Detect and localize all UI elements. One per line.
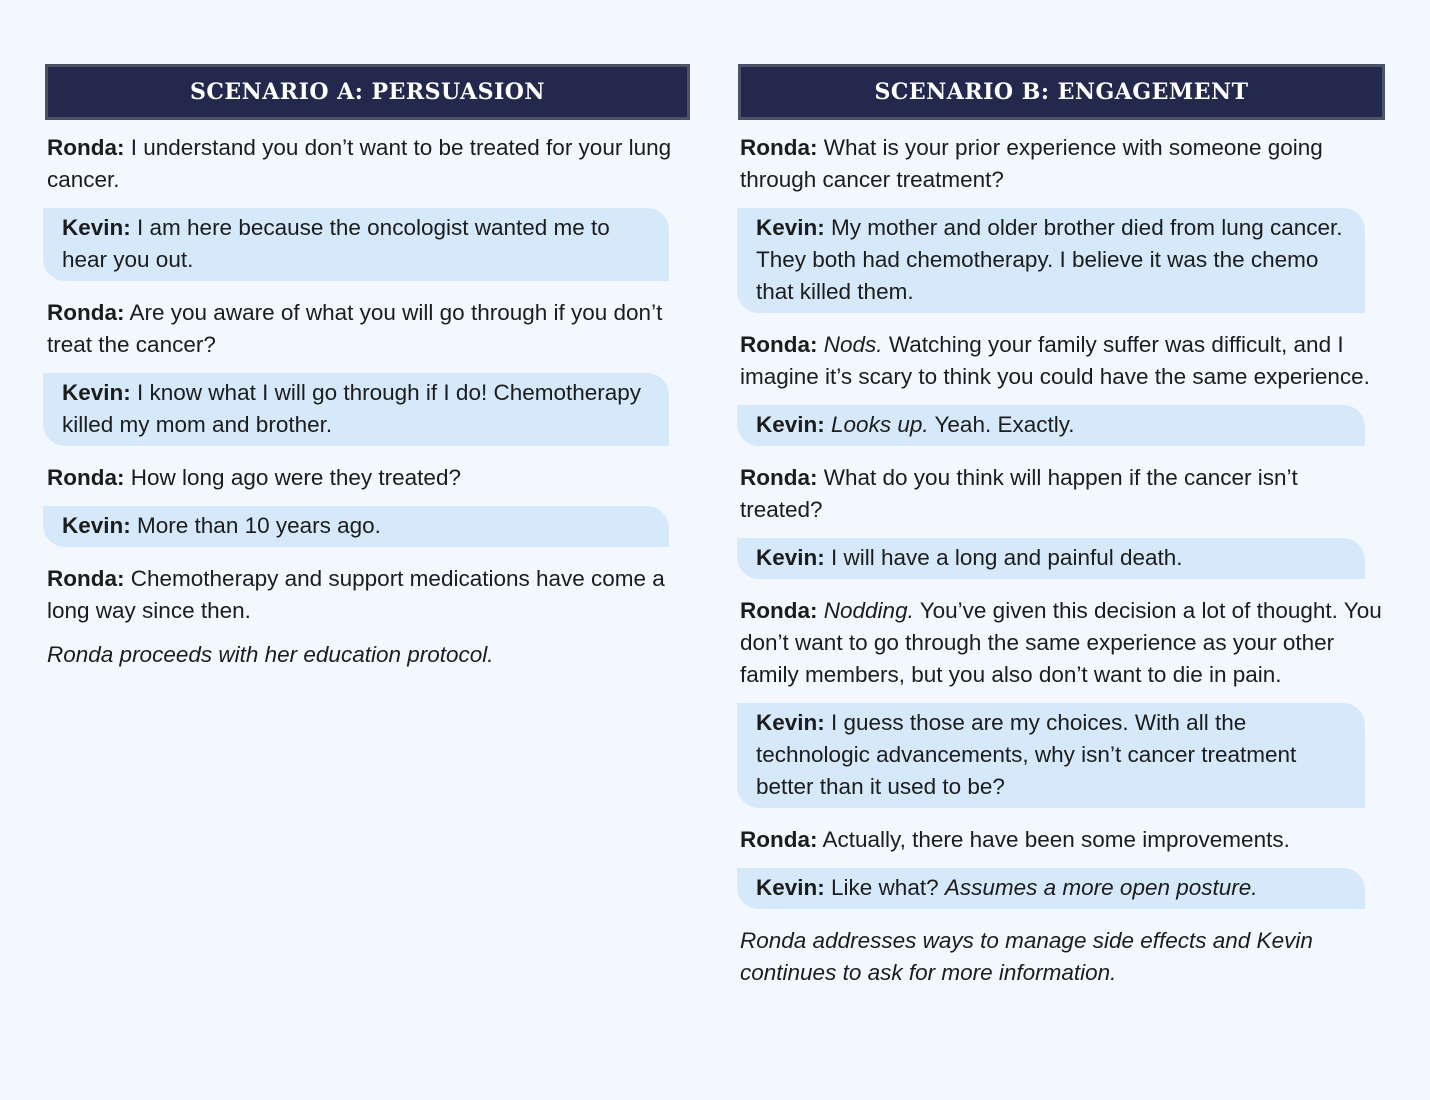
dialogue-line-ronda: [738, 824, 1385, 856]
dialogue-text: I will have a long and painful death.: [831, 545, 1183, 570]
speaker-label: Ronda:: [47, 300, 125, 325]
dialogue-text: I am here because the oncologist wanted me to hear you out.: [62, 215, 610, 272]
dialogue-line-ronda: [738, 595, 1385, 691]
dialogue-line-kevin: [737, 405, 1365, 446]
dialogue-line-ronda: [738, 462, 1385, 526]
dialogue-line-kevin: [737, 208, 1365, 313]
speaker-label: Kevin:: [756, 875, 825, 900]
dialogue-text: I guess those are my choices. With all the technologic advancements, why isn’t cancer treatment better than it used to be?: [756, 710, 1297, 799]
speaker-label: Kevin:: [62, 215, 131, 240]
dialogue-line-ronda: [45, 462, 690, 494]
dialogue-line-kevin: [43, 373, 669, 446]
speaker-label: Kevin:: [756, 710, 825, 735]
dialogue-text: I understand you don’t want to be treated for your lung cancer.: [47, 135, 672, 192]
dialogue-text: My mother and older brother died from lung cancer. They both had chemotherapy. I believe it was the chemo that killed them.: [756, 215, 1343, 304]
dialogue-text: Yeah. Exactly.: [934, 412, 1075, 437]
speaker-label: Ronda:: [47, 135, 125, 160]
dialogue-text: Actually, there have been some improvements.: [822, 827, 1290, 852]
dialogue-line-ronda: [45, 297, 690, 361]
speaker-label: Ronda:: [740, 135, 818, 160]
dialogue-text: Like what?: [831, 875, 939, 900]
scenario-b-column: [738, 64, 1385, 989]
dialogue-text: Are you aware of what you will go through if you don’t treat the cancer?: [47, 300, 663, 357]
speaker-label: Kevin:: [62, 513, 131, 538]
dialogue-line-ronda: [45, 563, 690, 627]
dialogue-text: What is your prior experience with someone going through cancer treatment?: [740, 135, 1323, 192]
stage-direction: Looks up.: [831, 412, 929, 437]
dialogue-line-ronda: [738, 329, 1385, 393]
dialogue-text: You’ve given this decision a lot of thought. You don’t want to go through the same experience as your other family members, but you also don’t want to die in pain.: [740, 598, 1382, 687]
dialogue-text: Chemotherapy and support medications have come a long way since then.: [47, 566, 665, 623]
dialogue-line-kevin: [43, 208, 669, 281]
speaker-label: Ronda:: [740, 465, 818, 490]
dialogue-line-kevin: [43, 506, 669, 547]
stage-direction: Assumes a more open posture.: [944, 875, 1258, 900]
scenario-a-column: [45, 64, 690, 671]
dialogue-text: More than 10 years ago.: [137, 513, 381, 538]
speaker-label: Ronda:: [740, 827, 818, 852]
speaker-label: Ronda:: [740, 332, 818, 357]
speaker-label: Kevin:: [62, 380, 131, 405]
speaker-label: Ronda:: [47, 465, 125, 490]
scenario-a-header: SCENARIO A: PERSUASION: [45, 64, 690, 120]
dialogue-line-kevin: [737, 868, 1365, 909]
dialogue-line-ronda: [738, 132, 1385, 196]
dialogue-text: What do you think will happen if the cancer isn’t treated?: [740, 465, 1298, 522]
dialogue-line-ronda: [45, 132, 690, 196]
stage-direction: Nodding.: [823, 598, 914, 623]
speaker-label: Kevin:: [756, 545, 825, 570]
dialogue-text: Watching your family suffer was difficult, and I imagine it’s scary to think you could have the same experience.: [740, 332, 1370, 389]
dialogue-text: How long ago were they treated?: [130, 465, 461, 490]
speaker-label: Ronda:: [740, 598, 818, 623]
dialogue-line-kevin: [737, 703, 1365, 808]
dialogue-line-kevin: [737, 538, 1365, 579]
stage-direction: Nods.: [823, 332, 883, 357]
closing-note: Ronda proceeds with her education protocol.: [47, 642, 494, 667]
dialogue-text: I know what I will go through if I do! Chemotherapy killed my mom and brother.: [62, 380, 642, 437]
speaker-label: Ronda:: [47, 566, 125, 591]
speaker-label: Kevin:: [756, 412, 825, 437]
speaker-label: Kevin:: [756, 215, 825, 240]
scenario-b-header: SCENARIO B: ENGAGEMENT: [738, 64, 1385, 120]
closing-note: Ronda addresses ways to manage side effects and Kevin continues to ask for more information.: [740, 928, 1313, 985]
